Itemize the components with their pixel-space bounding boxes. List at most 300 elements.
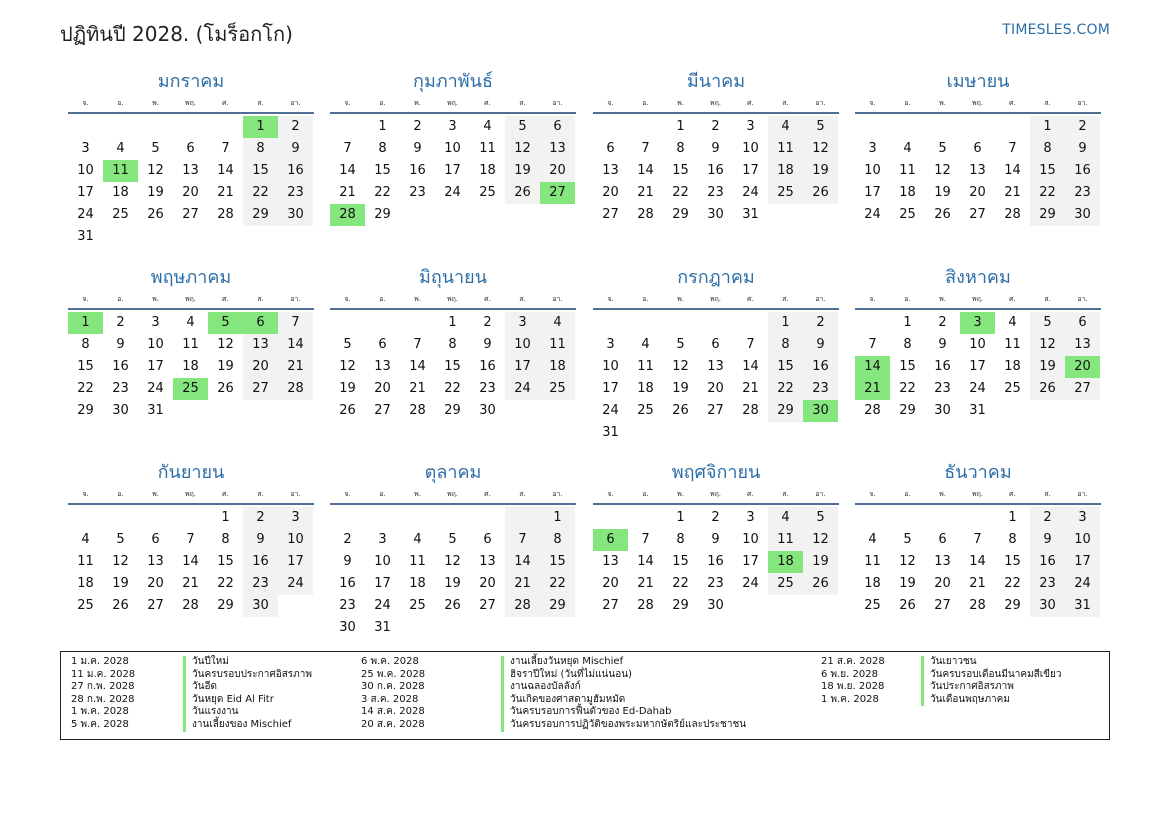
day-cell[interactable]: 12 — [803, 138, 838, 160]
day-cell[interactable]: 24 — [77, 207, 94, 222]
day-cell[interactable]: 12 — [803, 529, 838, 551]
day-cell[interactable]: 1 — [768, 312, 803, 334]
day-cell[interactable]: 4 — [483, 119, 492, 134]
day-cell[interactable]: 5 — [676, 337, 685, 352]
day-cell[interactable]: 29 — [1004, 598, 1021, 613]
day-cell[interactable]: 16 — [112, 359, 129, 374]
day-cell[interactable]: 3 — [606, 337, 615, 352]
day-cell[interactable]: 26 — [803, 182, 838, 204]
day-cell[interactable]: 12 — [217, 337, 234, 352]
day-cell[interactable]: 8 — [676, 532, 685, 547]
day-cell[interactable]: 31 — [374, 620, 391, 635]
day-cell[interactable]: 22 — [672, 576, 689, 591]
day-cell[interactable]: 15 — [77, 359, 94, 374]
holiday-day-cell[interactable]: 20 — [1065, 356, 1100, 378]
day-cell[interactable]: 25 — [768, 182, 803, 204]
day-cell[interactable]: 11 — [77, 554, 94, 569]
day-cell[interactable]: 27 — [479, 598, 496, 613]
day-cell[interactable]: 5 — [505, 116, 540, 138]
holiday-day-cell[interactable]: 3 — [960, 312, 995, 334]
day-cell[interactable]: 23 — [803, 378, 838, 400]
day-cell[interactable]: 22 — [899, 381, 916, 396]
day-cell[interactable]: 12 — [505, 138, 540, 160]
day-cell[interactable]: 7 — [641, 141, 650, 156]
day-cell[interactable]: 10 — [444, 141, 461, 156]
day-cell[interactable]: 3 — [378, 532, 387, 547]
day-cell[interactable]: 27 — [602, 207, 619, 222]
day-cell[interactable]: 19 — [934, 185, 951, 200]
day-cell[interactable]: 25 — [112, 207, 129, 222]
day-cell[interactable]: 29 — [672, 598, 689, 613]
day-cell[interactable]: 15 — [899, 359, 916, 374]
day-cell[interactable]: 4 — [768, 116, 803, 138]
day-cell[interactable]: 2 — [938, 315, 947, 330]
day-cell[interactable]: 4 — [641, 337, 650, 352]
day-cell[interactable]: 7 — [221, 141, 230, 156]
day-cell[interactable]: 16 — [1030, 551, 1065, 573]
day-cell[interactable]: 10 — [1065, 529, 1100, 551]
day-cell[interactable]: 28 — [217, 207, 234, 222]
day-cell[interactable]: 26 — [934, 207, 951, 222]
day-cell[interactable]: 27 — [1065, 378, 1100, 400]
day-cell[interactable]: 12 — [147, 163, 164, 178]
day-cell[interactable]: 27 — [969, 207, 986, 222]
day-cell[interactable]: 2 — [116, 315, 125, 330]
day-cell[interactable]: 2 — [343, 532, 352, 547]
day-cell[interactable]: 18 — [182, 359, 199, 374]
day-cell[interactable]: 10 — [742, 141, 759, 156]
day-cell[interactable]: 3 — [746, 510, 755, 525]
day-cell[interactable]: 24 — [147, 381, 164, 396]
day-cell[interactable]: 9 — [243, 529, 278, 551]
day-cell[interactable]: 20 — [969, 185, 986, 200]
site-link[interactable]: TIMESLES.COM — [1002, 22, 1110, 38]
day-cell[interactable]: 17 — [147, 359, 164, 374]
day-cell[interactable]: 24 — [742, 185, 759, 200]
day-cell[interactable]: 1 — [903, 315, 912, 330]
day-cell[interactable]: 24 — [374, 598, 391, 613]
day-cell[interactable]: 30 — [707, 598, 724, 613]
day-cell[interactable]: 11 — [540, 334, 575, 356]
day-cell[interactable]: 11 — [479, 141, 496, 156]
day-cell[interactable]: 9 — [1065, 138, 1100, 160]
holiday-day-cell[interactable]: 14 — [855, 356, 890, 378]
day-cell[interactable]: 12 — [339, 359, 356, 374]
holiday-day-cell[interactable]: 27 — [540, 182, 575, 204]
day-cell[interactable]: 21 — [409, 381, 426, 396]
day-cell[interactable]: 2 — [711, 119, 720, 134]
day-cell[interactable]: 24 — [969, 381, 986, 396]
day-cell[interactable]: 3 — [81, 141, 90, 156]
day-cell[interactable]: 23 — [707, 576, 724, 591]
day-cell[interactable]: 30 — [707, 207, 724, 222]
day-cell[interactable]: 6 — [483, 532, 492, 547]
day-cell[interactable]: 6 — [973, 141, 982, 156]
day-cell[interactable]: 18 — [899, 185, 916, 200]
day-cell[interactable]: 9 — [1030, 529, 1065, 551]
day-cell[interactable]: 27 — [707, 403, 724, 418]
day-cell[interactable]: 5 — [343, 337, 352, 352]
day-cell[interactable]: 31 — [969, 403, 986, 418]
day-cell[interactable]: 26 — [803, 573, 838, 595]
day-cell[interactable]: 7 — [973, 532, 982, 547]
day-cell[interactable]: 21 — [637, 576, 654, 591]
day-cell[interactable]: 6 — [938, 532, 947, 547]
day-cell[interactable]: 7 — [505, 529, 540, 551]
day-cell[interactable]: 17 — [602, 381, 619, 396]
day-cell[interactable]: 20 — [243, 356, 278, 378]
day-cell[interactable]: 5 — [938, 141, 947, 156]
day-cell[interactable]: 22 — [77, 381, 94, 396]
day-cell[interactable]: 28 — [637, 207, 654, 222]
day-cell[interactable]: 26 — [339, 403, 356, 418]
day-cell[interactable]: 25 — [540, 378, 575, 400]
day-cell[interactable]: 6 — [540, 116, 575, 138]
day-cell[interactable]: 20 — [147, 576, 164, 591]
day-cell[interactable]: 11 — [409, 554, 426, 569]
holiday-day-cell[interactable]: 1 — [243, 116, 278, 138]
day-cell[interactable]: 21 — [339, 185, 356, 200]
day-cell[interactable]: 3 — [505, 312, 540, 334]
day-cell[interactable]: 18 — [77, 576, 94, 591]
day-cell[interactable]: 3 — [448, 119, 457, 134]
day-cell[interactable]: 16 — [409, 163, 426, 178]
day-cell[interactable]: 10 — [278, 529, 313, 551]
day-cell[interactable]: 1 — [540, 507, 575, 529]
day-cell[interactable]: 19 — [505, 160, 540, 182]
day-cell[interactable]: 6 — [1065, 312, 1100, 334]
day-cell[interactable]: 14 — [637, 554, 654, 569]
day-cell[interactable]: 7 — [746, 337, 755, 352]
day-cell[interactable]: 29 — [77, 403, 94, 418]
day-cell[interactable]: 10 — [742, 532, 759, 547]
day-cell[interactable]: 16 — [707, 163, 724, 178]
day-cell[interactable]: 24 — [602, 403, 619, 418]
day-cell[interactable]: 30 — [934, 403, 951, 418]
day-cell[interactable]: 3 — [278, 507, 313, 529]
day-cell[interactable]: 1 — [378, 119, 387, 134]
day-cell[interactable]: 30 — [112, 403, 129, 418]
day-cell[interactable]: 19 — [672, 381, 689, 396]
day-cell[interactable]: 16 — [339, 576, 356, 591]
day-cell[interactable]: 2 — [483, 315, 492, 330]
holiday-day-cell[interactable]: 28 — [330, 204, 365, 226]
day-cell[interactable]: 26 — [899, 598, 916, 613]
day-cell[interactable]: 8 — [378, 141, 387, 156]
day-cell[interactable]: 20 — [602, 576, 619, 591]
day-cell[interactable]: 15 — [1004, 554, 1021, 569]
day-cell[interactable]: 20 — [934, 576, 951, 591]
day-cell[interactable]: 2 — [803, 312, 838, 334]
day-cell[interactable]: 27 — [374, 403, 391, 418]
day-cell[interactable]: 23 — [278, 182, 313, 204]
day-cell[interactable]: 13 — [374, 359, 391, 374]
day-cell[interactable]: 9 — [711, 141, 720, 156]
day-cell[interactable]: 28 — [969, 598, 986, 613]
day-cell[interactable]: 14 — [409, 359, 426, 374]
day-cell[interactable]: 21 — [1004, 185, 1021, 200]
day-cell[interactable]: 25 — [77, 598, 94, 613]
day-cell[interactable]: 20 — [374, 381, 391, 396]
day-cell[interactable]: 8 — [768, 334, 803, 356]
day-cell[interactable]: 28 — [1004, 207, 1021, 222]
day-cell[interactable]: 22 — [374, 185, 391, 200]
day-cell[interactable]: 30 — [1065, 204, 1100, 226]
day-cell[interactable]: 7 — [868, 337, 877, 352]
day-cell[interactable]: 26 — [112, 598, 129, 613]
day-cell[interactable]: 9 — [413, 141, 422, 156]
day-cell[interactable]: 25 — [899, 207, 916, 222]
day-cell[interactable]: 19 — [899, 576, 916, 591]
day-cell[interactable]: 15 — [1030, 160, 1065, 182]
day-cell[interactable]: 19 — [217, 359, 234, 374]
day-cell[interactable]: 26 — [672, 403, 689, 418]
day-cell[interactable]: 30 — [243, 595, 278, 617]
day-cell[interactable]: 29 — [444, 403, 461, 418]
day-cell[interactable]: 4 — [413, 532, 422, 547]
day-cell[interactable]: 8 — [81, 337, 90, 352]
day-cell[interactable]: 6 — [378, 337, 387, 352]
day-cell[interactable]: 9 — [116, 337, 125, 352]
day-cell[interactable]: 27 — [182, 207, 199, 222]
day-cell[interactable]: 2 — [243, 507, 278, 529]
day-cell[interactable]: 15 — [672, 163, 689, 178]
day-cell[interactable]: 5 — [116, 532, 125, 547]
day-cell[interactable]: 1 — [676, 510, 685, 525]
day-cell[interactable]: 3 — [1065, 507, 1100, 529]
day-cell[interactable]: 27 — [147, 598, 164, 613]
day-cell[interactable]: 8 — [221, 532, 230, 547]
day-cell[interactable]: 28 — [182, 598, 199, 613]
day-cell[interactable]: 8 — [540, 529, 575, 551]
day-cell[interactable]: 9 — [343, 554, 352, 569]
day-cell[interactable]: 20 — [707, 381, 724, 396]
day-cell[interactable]: 10 — [969, 337, 986, 352]
day-cell[interactable]: 7 — [413, 337, 422, 352]
day-cell[interactable]: 8 — [676, 141, 685, 156]
day-cell[interactable]: 25 — [1004, 381, 1021, 396]
day-cell[interactable]: 2 — [278, 116, 313, 138]
day-cell[interactable]: 14 — [339, 163, 356, 178]
day-cell[interactable]: 15 — [243, 160, 278, 182]
day-cell[interactable]: 18 — [1004, 359, 1021, 374]
day-cell[interactable]: 24 — [444, 185, 461, 200]
day-cell[interactable]: 16 — [707, 554, 724, 569]
day-cell[interactable]: 11 — [899, 163, 916, 178]
day-cell[interactable]: 16 — [243, 551, 278, 573]
day-cell[interactable]: 8 — [1008, 532, 1017, 547]
day-cell[interactable]: 17 — [374, 576, 391, 591]
day-cell[interactable]: 5 — [448, 532, 457, 547]
day-cell[interactable]: 16 — [278, 160, 313, 182]
day-cell[interactable]: 14 — [1004, 163, 1021, 178]
holiday-day-cell[interactable]: 18 — [768, 551, 803, 573]
day-cell[interactable]: 13 — [479, 554, 496, 569]
day-cell[interactable]: 23 — [934, 381, 951, 396]
day-cell[interactable]: 6 — [151, 532, 160, 547]
day-cell[interactable]: 7 — [1008, 141, 1017, 156]
day-cell[interactable]: 14 — [217, 163, 234, 178]
day-cell[interactable]: 17 — [505, 356, 540, 378]
day-cell[interactable]: 13 — [969, 163, 986, 178]
day-cell[interactable]: 22 — [768, 378, 803, 400]
day-cell[interactable]: 28 — [742, 403, 759, 418]
day-cell[interactable]: 5 — [151, 141, 160, 156]
day-cell[interactable]: 18 — [409, 576, 426, 591]
day-cell[interactable]: 16 — [479, 359, 496, 374]
day-cell[interactable]: 19 — [147, 185, 164, 200]
day-cell[interactable]: 17 — [864, 185, 881, 200]
day-cell[interactable]: 5 — [903, 532, 912, 547]
day-cell[interactable]: 29 — [672, 207, 689, 222]
day-cell[interactable]: 19 — [803, 160, 838, 182]
day-cell[interactable]: 27 — [243, 378, 278, 400]
day-cell[interactable]: 5 — [1030, 312, 1065, 334]
day-cell[interactable]: 11 — [182, 337, 199, 352]
day-cell[interactable]: 16 — [1065, 160, 1100, 182]
day-cell[interactable]: 23 — [1065, 182, 1100, 204]
day-cell[interactable]: 17 — [278, 551, 313, 573]
day-cell[interactable]: 24 — [742, 576, 759, 591]
day-cell[interactable]: 13 — [707, 359, 724, 374]
day-cell[interactable]: 8 — [448, 337, 457, 352]
day-cell[interactable]: 29 — [540, 595, 575, 617]
day-cell[interactable]: 26 — [444, 598, 461, 613]
day-cell[interactable]: 8 — [243, 138, 278, 160]
day-cell[interactable]: 20 — [479, 576, 496, 591]
day-cell[interactable]: 15 — [768, 356, 803, 378]
day-cell[interactable]: 9 — [711, 532, 720, 547]
day-cell[interactable]: 25 — [864, 598, 881, 613]
day-cell[interactable]: 16 — [803, 356, 838, 378]
day-cell[interactable]: 24 — [505, 378, 540, 400]
holiday-day-cell[interactable]: 21 — [855, 378, 890, 400]
day-cell[interactable]: 1 — [676, 119, 685, 134]
day-cell[interactable]: 30 — [1030, 595, 1065, 617]
day-cell[interactable]: 21 — [278, 356, 313, 378]
day-cell[interactable]: 29 — [1030, 204, 1065, 226]
day-cell[interactable]: 27 — [602, 598, 619, 613]
day-cell[interactable]: 4 — [186, 315, 195, 330]
day-cell[interactable]: 17 — [742, 554, 759, 569]
day-cell[interactable]: 20 — [182, 185, 199, 200]
day-cell[interactable]: 28 — [637, 598, 654, 613]
day-cell[interactable]: 12 — [1030, 334, 1065, 356]
day-cell[interactable]: 28 — [864, 403, 881, 418]
day-cell[interactable]: 28 — [278, 378, 313, 400]
day-cell[interactable]: 9 — [938, 337, 947, 352]
day-cell[interactable]: 23 — [1030, 573, 1065, 595]
day-cell[interactable]: 22 — [672, 185, 689, 200]
day-cell[interactable]: 23 — [409, 185, 426, 200]
day-cell[interactable]: 5 — [803, 507, 838, 529]
day-cell[interactable]: 31 — [77, 229, 94, 244]
day-cell[interactable]: 11 — [768, 529, 803, 551]
day-cell[interactable]: 6 — [186, 141, 195, 156]
day-cell[interactable]: 19 — [339, 381, 356, 396]
day-cell[interactable]: 28 — [505, 595, 540, 617]
day-cell[interactable]: 12 — [444, 554, 461, 569]
day-cell[interactable]: 23 — [339, 598, 356, 613]
day-cell[interactable]: 13 — [602, 554, 619, 569]
day-cell[interactable]: 24 — [278, 573, 313, 595]
day-cell[interactable]: 8 — [903, 337, 912, 352]
day-cell[interactable]: 31 — [1065, 595, 1100, 617]
day-cell[interactable]: 13 — [1065, 334, 1100, 356]
day-cell[interactable]: 3 — [151, 315, 160, 330]
day-cell[interactable]: 26 — [217, 381, 234, 396]
day-cell[interactable]: 14 — [969, 554, 986, 569]
day-cell[interactable]: 23 — [479, 381, 496, 396]
day-cell[interactable]: 17 — [742, 163, 759, 178]
day-cell[interactable]: 23 — [112, 381, 129, 396]
day-cell[interactable]: 20 — [540, 160, 575, 182]
day-cell[interactable]: 14 — [637, 163, 654, 178]
day-cell[interactable]: 18 — [540, 356, 575, 378]
holiday-day-cell[interactable]: 6 — [593, 529, 628, 551]
day-cell[interactable]: 31 — [602, 425, 619, 440]
day-cell[interactable]: 15 — [374, 163, 391, 178]
holiday-day-cell[interactable]: 11 — [103, 160, 138, 182]
day-cell[interactable]: 29 — [899, 403, 916, 418]
day-cell[interactable]: 21 — [505, 573, 540, 595]
day-cell[interactable]: 25 — [409, 598, 426, 613]
day-cell[interactable]: 28 — [409, 403, 426, 418]
day-cell[interactable]: 13 — [182, 163, 199, 178]
day-cell[interactable]: 29 — [243, 204, 278, 226]
day-cell[interactable]: 3 — [746, 119, 755, 134]
day-cell[interactable]: 13 — [934, 554, 951, 569]
day-cell[interactable]: 19 — [444, 576, 461, 591]
day-cell[interactable]: 31 — [742, 207, 759, 222]
day-cell[interactable]: 11 — [637, 359, 654, 374]
day-cell[interactable]: 17 — [969, 359, 986, 374]
day-cell[interactable]: 4 — [768, 507, 803, 529]
day-cell[interactable]: 4 — [1008, 315, 1017, 330]
day-cell[interactable]: 26 — [505, 182, 540, 204]
day-cell[interactable]: 29 — [374, 207, 391, 222]
day-cell[interactable]: 6 — [606, 141, 615, 156]
day-cell[interactable]: 20 — [602, 185, 619, 200]
day-cell[interactable]: 22 — [540, 573, 575, 595]
day-cell[interactable]: 29 — [768, 400, 803, 422]
day-cell[interactable]: 7 — [343, 141, 352, 156]
day-cell[interactable]: 29 — [217, 598, 234, 613]
holiday-day-cell[interactable]: 30 — [803, 400, 838, 422]
day-cell[interactable]: 8 — [1030, 138, 1065, 160]
day-cell[interactable]: 10 — [77, 163, 94, 178]
day-cell[interactable]: 18 — [864, 576, 881, 591]
day-cell[interactable]: 22 — [444, 381, 461, 396]
day-cell[interactable]: 17 — [77, 185, 94, 200]
day-cell[interactable]: 18 — [112, 185, 129, 200]
day-cell[interactable]: 23 — [707, 185, 724, 200]
day-cell[interactable]: 12 — [934, 163, 951, 178]
day-cell[interactable]: 13 — [540, 138, 575, 160]
day-cell[interactable]: 15 — [672, 554, 689, 569]
day-cell[interactable]: 11 — [768, 138, 803, 160]
day-cell[interactable]: 5 — [803, 116, 838, 138]
day-cell[interactable]: 25 — [637, 403, 654, 418]
day-cell[interactable]: 1 — [448, 315, 457, 330]
day-cell[interactable]: 6 — [711, 337, 720, 352]
holiday-day-cell[interactable]: 1 — [68, 312, 103, 334]
day-cell[interactable]: 7 — [641, 532, 650, 547]
day-cell[interactable]: 4 — [540, 312, 575, 334]
day-cell[interactable]: 15 — [540, 551, 575, 573]
day-cell[interactable]: 30 — [479, 403, 496, 418]
holiday-day-cell[interactable]: 5 — [208, 312, 243, 334]
